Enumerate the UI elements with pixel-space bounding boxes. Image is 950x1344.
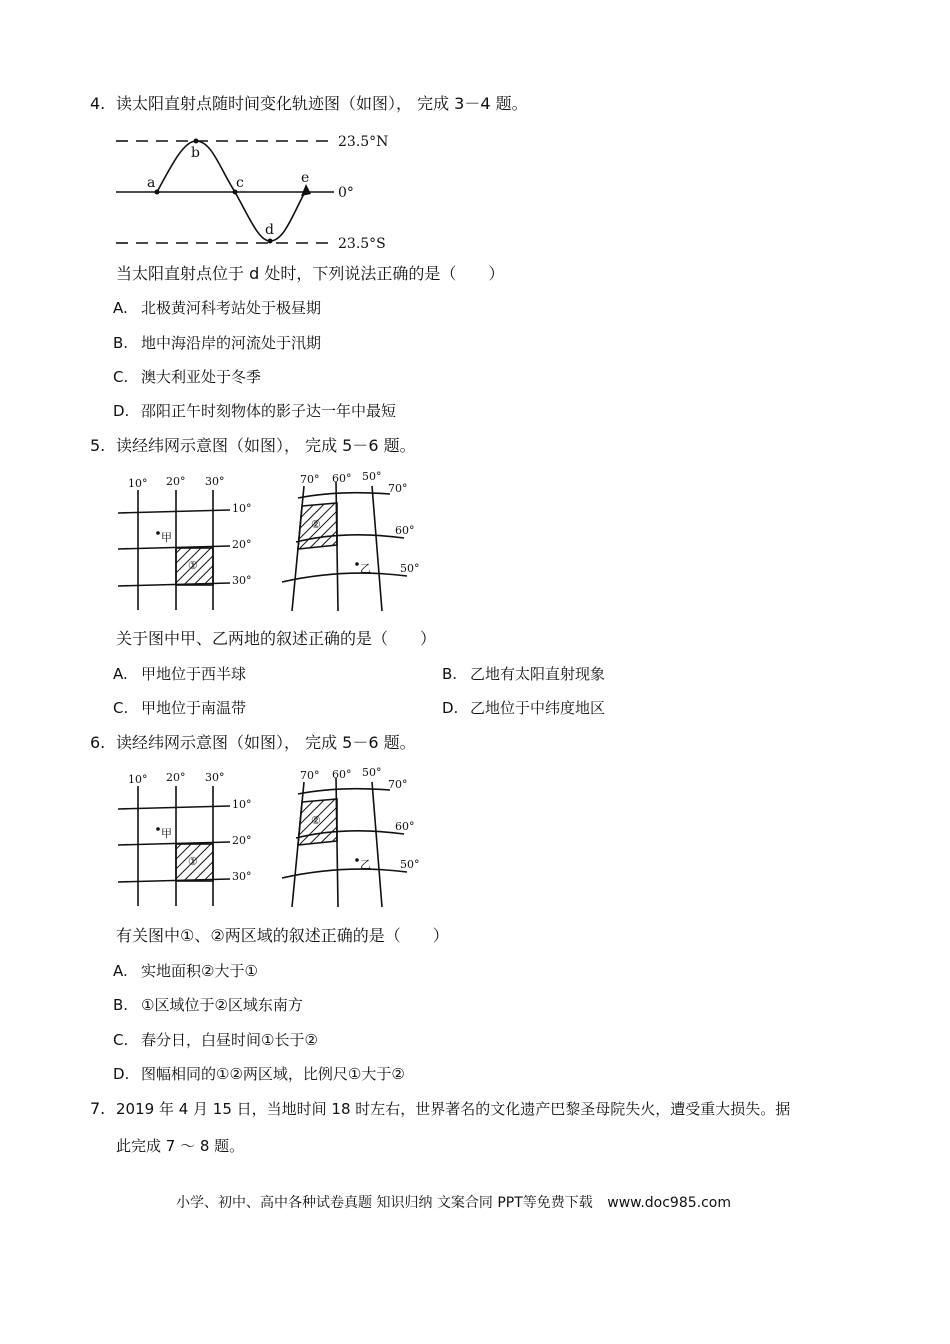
lat-label-right-1: 70° <box>388 778 408 791</box>
footer <box>176 1192 731 1212</box>
place-yi-label: 乙 <box>360 562 371 575</box>
q7-number: 7. <box>90 1099 106 1118</box>
place-yi-dot <box>355 858 359 862</box>
footer-text: 小学、初中、高中各种试卷真题 知识归纳 文案合同 PPT等免费下载 <box>176 1195 593 1211</box>
region2-label: ② <box>311 518 321 531</box>
q5-option-d-letter: D. <box>442 699 459 717</box>
q5-option-a-text: 甲地位于西半球 <box>141 665 247 683</box>
lon-label-left-1: 10° <box>128 773 148 786</box>
q6-option-c-text: 春分日，白昼时间①长于② <box>141 1031 318 1049</box>
point-b-label: b <box>191 145 200 161</box>
lat-label-left-1: 10° <box>232 798 252 811</box>
lat-label-right-3: 50° <box>400 562 420 575</box>
q6-option-d-text: 图幅相同的①②两区域，比例尺①大于② <box>141 1065 405 1083</box>
place-jia-label: 甲 <box>161 531 172 544</box>
q6-option-b-text: ①区域位于②区域东南方 <box>141 996 303 1014</box>
q5-title: 读经纬网示意图（如图）， 完成 5－6 题。 <box>116 436 416 455</box>
place-yi-dot <box>355 562 359 566</box>
q5-option-b-letter: B. <box>442 665 458 683</box>
q6-option-a-letter: A. <box>113 962 128 980</box>
q4-option-c-text: 澳大利亚处于冬季 <box>141 368 262 386</box>
point-d-label: d <box>265 222 274 238</box>
footer-url[interactable]: www.doc985.com <box>607 1195 731 1211</box>
q4-stem: 当太阳直射点位于 d 处时，下列说法正确的是（ ） <box>116 264 505 283</box>
q4-option-b-text: 地中海沿岸的河流处于汛期 <box>141 334 322 352</box>
q6-number: 6. <box>90 733 106 752</box>
lon-label-right-2: 60° <box>332 768 352 781</box>
q6-title: 读经纬网示意图（如图）， 完成 5－6 题。 <box>116 733 416 752</box>
lat-label-left-3: 30° <box>232 574 252 587</box>
q6-option-a-text: 实地面积②大于① <box>141 962 258 980</box>
place-jia-dot <box>156 827 160 831</box>
q7-text-line2: 此完成 7 ～ 8 题。 <box>116 1137 245 1155</box>
lon-label-left-2: 20° <box>166 771 186 784</box>
q4-option-d-letter: D. <box>113 402 130 420</box>
point-c-label: c <box>236 175 244 191</box>
q5-option-a-letter: A. <box>113 665 128 683</box>
graticule-diagram-2 <box>112 764 442 912</box>
lat-label-right-1: 70° <box>388 482 408 495</box>
lon-label-left-3: 30° <box>205 771 225 784</box>
lat-label-right-2: 60° <box>395 524 415 537</box>
point-b-dot <box>194 139 199 144</box>
place-jia-dot <box>156 531 160 535</box>
lat-label-right-2: 60° <box>395 820 415 833</box>
q4-option-c-letter: C. <box>113 368 129 386</box>
lat-label-right-3: 50° <box>400 858 420 871</box>
sun-path-curve <box>157 141 306 241</box>
lon-label-right-3: 50° <box>362 470 382 483</box>
lon-label-right-1: 70° <box>300 769 320 782</box>
label-23s: 23.5°S <box>338 236 386 249</box>
lon-label-left-3: 30° <box>205 475 225 488</box>
lat-label-left-2: 20° <box>232 834 252 847</box>
graticule-diagram-1 <box>112 468 442 616</box>
q5-stem: 关于图中甲、乙两地的叙述正确的是（ ） <box>116 629 437 648</box>
q5-option-c-text: 甲地位于南温带 <box>141 699 247 717</box>
q5-option-d-text: 乙地位于中纬度地区 <box>470 699 606 717</box>
label-equator: 0° <box>338 185 354 201</box>
q6-option-b-letter: B. <box>113 996 129 1014</box>
point-a-label: a <box>147 175 156 191</box>
q5-option-b-text: 乙地有太阳直射现象 <box>470 665 606 683</box>
lat-label-left-3: 30° <box>232 870 252 883</box>
q4-option-a-text: 北极黄河科考站处于极昼期 <box>141 299 322 317</box>
lon-label-right-1: 70° <box>300 473 320 486</box>
lat-label-left-1: 10° <box>232 502 252 515</box>
label-23n: 23.5°N <box>338 134 389 150</box>
region2-label: ② <box>311 814 321 827</box>
region1-label: ① <box>188 855 198 868</box>
region1-label: ① <box>188 559 198 572</box>
lon-label-left-2: 20° <box>166 475 186 488</box>
q4-option-a-letter: A. <box>113 299 128 317</box>
q4-number: 4. <box>90 94 106 113</box>
place-yi-label: 乙 <box>360 858 371 871</box>
lon-label-right-3: 50° <box>362 766 382 779</box>
point-e-label: e <box>301 170 310 186</box>
q5-option-c-letter: C. <box>113 699 129 717</box>
q6-option-d-letter: D. <box>113 1065 130 1083</box>
sun-path-diagram <box>112 124 402 249</box>
q6-stem: 有关图中①、②两区域的叙述正确的是（ ） <box>116 926 449 945</box>
q4-option-d-text: 邵阳正午时刻物体的影子达一年中最短 <box>141 402 397 420</box>
q7-text-line1: 2019 年 4 月 15 日，当地时间 18 时左右，世界著名的文化遗产巴黎圣母院失火，遭受重大损失。据 <box>116 1100 791 1118</box>
q4-option-b-letter: B. <box>113 334 129 352</box>
q6-option-c-letter: C. <box>113 1031 129 1049</box>
lon-label-left-1: 10° <box>128 477 148 490</box>
q5-number: 5. <box>90 436 106 455</box>
point-d-dot <box>268 239 273 244</box>
place-jia-label: 甲 <box>161 827 172 840</box>
lat-label-left-2: 20° <box>232 538 252 551</box>
lon-label-right-2: 60° <box>332 472 352 485</box>
q4-title: 读太阳直射点随时间变化轨迹图（如图）， 完成 3－4 题。 <box>116 94 528 113</box>
